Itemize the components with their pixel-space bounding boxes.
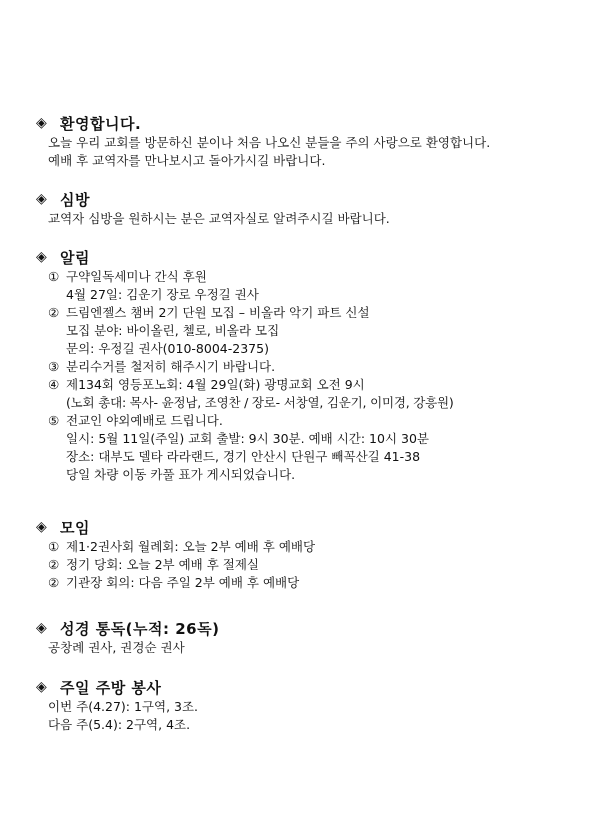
meeting-text: 기관장 회의: 다음 주일 2부 예배 후 예배당	[66, 575, 300, 590]
meeting-number: ②	[48, 575, 60, 590]
notice-detail: 문의: 우정길 권사(010-8004-2375)	[66, 341, 269, 356]
kitchen-section	[36, 676, 566, 734]
notice-text: 제134회 영등포노회: 4월 29일(화) 광명교회 오전 9시	[66, 377, 365, 392]
notice-item	[36, 304, 566, 322]
diamond-bullet-icon: ◈	[36, 191, 48, 207]
diamond-bullet-icon: ◈	[36, 249, 48, 265]
notice-text: 분리수거를 철저히 해주시기 바랍니다.	[66, 359, 276, 374]
welcome-title: 환영합니다.	[60, 114, 142, 133]
notice-item	[36, 412, 566, 430]
visit-line: 교역자 심방을 원하시는 분은 교역자실로 알려주시길 바랍니다.	[48, 211, 390, 226]
meetings-section	[36, 516, 566, 592]
notice-number: ③	[48, 359, 60, 374]
bible-title: 성경 통독(누적: 26독)	[60, 619, 220, 638]
meeting-number: ②	[48, 557, 60, 572]
notice-number: ⑤	[48, 413, 60, 428]
diamond-bullet-icon: ◈	[36, 679, 48, 695]
notice-text: 드림엔젤스 챔버 2기 단원 모집 – 비올라 악기 파트 신설	[66, 305, 370, 320]
welcome-section	[36, 112, 566, 170]
meeting-item	[36, 538, 566, 556]
kitchen-heading	[36, 676, 566, 698]
meetings-heading	[36, 516, 566, 538]
welcome-heading	[36, 112, 566, 134]
meetings-title: 모임	[60, 518, 90, 537]
notice-item	[36, 268, 566, 286]
welcome-line: 예배 후 교역자를 만나보시고 돌아가시길 바랍니다.	[48, 153, 326, 168]
welcome-line: 오늘 우리 교회를 방문하신 분이나 처음 나오신 분들을 주의 사랑으로 환영합니다.	[48, 135, 491, 150]
notice-text: 전교인 야외예배로 드립니다.	[66, 413, 223, 428]
bible-section	[36, 617, 566, 657]
kitchen-line: 이번 주(4.27): 1구역, 3조.	[48, 699, 199, 714]
kitchen-line: 다음 주(5.4): 2구역, 4조.	[48, 717, 191, 732]
visit-section	[36, 188, 566, 228]
diamond-bullet-icon: ◈	[36, 620, 48, 636]
notice-detail: 모집 분야: 바이올린, 첼로, 비올라 모집	[66, 323, 280, 338]
notice-detail: 장소: 대부도 델타 라라랜드, 경기 안산시 단원구 빼꼭산길 41-38	[66, 449, 421, 464]
notice-detail: 4월 27일: 김운기 장로 우정길 권사	[66, 287, 259, 302]
meeting-item	[36, 574, 566, 592]
visit-heading	[36, 188, 566, 210]
notice-detail: (노회 총대: 목사- 윤정남, 조영찬 / 장로- 서창열, 김운기, 이미경, 강흥원)	[66, 395, 454, 410]
bible-line: 공창례 권사, 권경순 권사	[48, 640, 185, 655]
notice-item	[36, 358, 566, 376]
notice-number: ④	[48, 377, 60, 392]
notice-text: 구약일독세미나 간식 후원	[66, 269, 207, 284]
notices-section	[36, 246, 566, 484]
notices-heading	[36, 246, 566, 268]
diamond-bullet-icon: ◈	[36, 519, 48, 535]
diamond-bullet-icon: ◈	[36, 115, 48, 131]
meeting-text: 제1·2권사회 월례회: 오늘 2부 예배 후 예배당	[66, 539, 316, 554]
notice-detail: 당일 차량 이동 카풀 표가 게시되었습니다.	[66, 467, 296, 482]
meeting-text: 정기 당회: 오늘 2부 예배 후 절제실	[66, 557, 259, 572]
bible-heading	[36, 617, 566, 639]
visit-title: 심방	[60, 190, 90, 209]
notice-number: ①	[48, 269, 60, 284]
notice-detail: 일시: 5월 11일(주일) 교회 출발: 9시 30분. 예배 시간: 10시 30분	[66, 431, 429, 446]
notices-title: 알림	[60, 248, 90, 267]
notice-item	[36, 376, 566, 394]
meeting-number: ①	[48, 539, 60, 554]
kitchen-title: 주일 주방 봉사	[60, 678, 162, 697]
meeting-item	[36, 556, 566, 574]
notice-number: ②	[48, 305, 60, 320]
